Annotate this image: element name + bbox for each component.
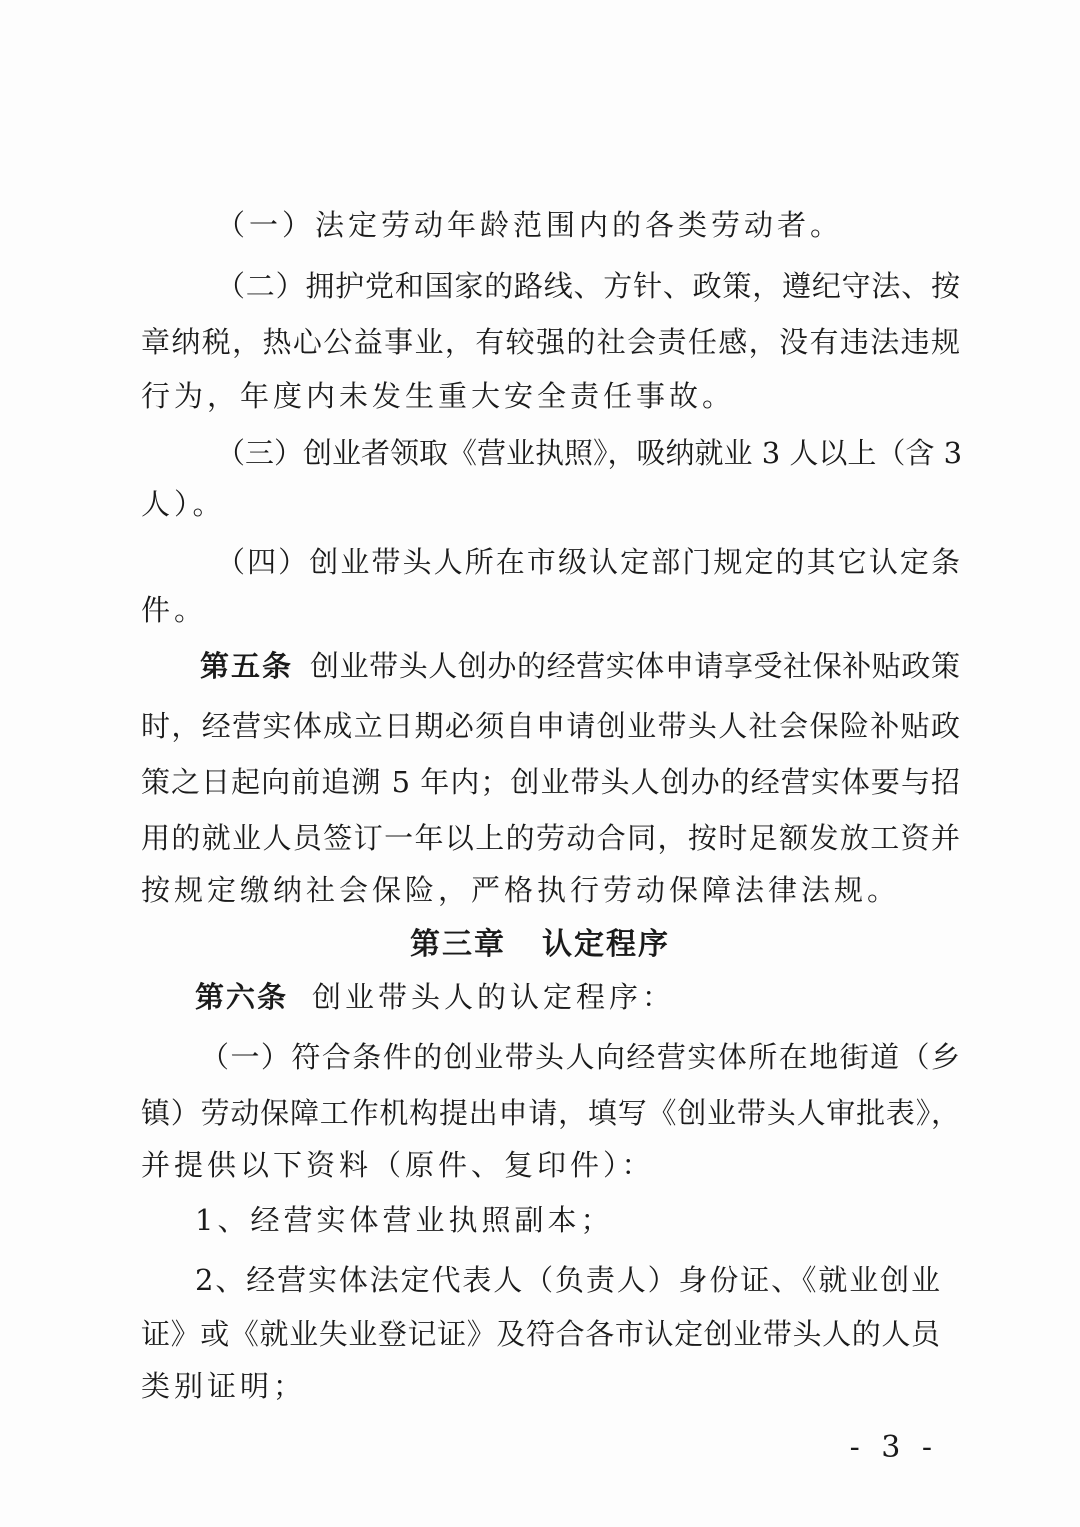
material-2-line-1: 2、经营实体法定代表人（负责人）身份证、《就业创业 <box>195 1263 940 1297</box>
item-2-line-3: 行为，年度内未发生重大安全责任事故。 <box>141 379 736 413</box>
article-5-line-4: 用的就业人员签订一年以上的劳动合同，按时足额发放工资并 <box>141 821 960 855</box>
item-3-line-2: 人）。 <box>141 487 226 521</box>
article-6-p1-line-3: 并提供以下资料（原件、复印件）： <box>141 1148 655 1182</box>
page-number: - 3 - <box>849 1430 938 1465</box>
item-2-line-2: 章纳税，热心公益事业，有较强的社会责任感，没有违法违规 <box>141 325 960 359</box>
article-5-line-1: 创业带头人创办的经营实体申请享受社保补贴政策 <box>310 649 960 683</box>
material-1: 1、经营实体营业执照副本； <box>195 1203 614 1237</box>
chapter-number: 第三章 <box>410 927 506 962</box>
item-1: （一）法定劳动年龄范围内的各类劳动者。 <box>216 208 844 242</box>
article-5-line-5: 按规定缴纳社会保险，严格执行劳动保障法律法规。 <box>141 873 901 907</box>
article-6-heading: 第六条 <box>195 980 289 1014</box>
chapter-heading <box>0 925 1080 965</box>
item-2-line-1: （二）拥护党和国家的路线、方针、政策，遵纪守法、按 <box>216 269 960 303</box>
article-6-p1-line-2: 镇）劳动保障工作机构提出申请，填写《创业带头人审批表》， <box>141 1096 960 1130</box>
item-4-line-2: 件。 <box>141 593 208 627</box>
material-2-line-3: 类别证明； <box>141 1369 307 1403</box>
chapter-title: 认定程序 <box>542 927 670 962</box>
item-4-line-1: （四）创业带头人所在市级认定部门规定的其它认定条 <box>216 545 960 579</box>
article-5-line-2: 时，经营实体成立日期必须自申请创业带头人社会保险补贴政 <box>141 709 960 743</box>
item-3-line-1: （三）创业者领取《营业执照》，吸纳就业 3 人以上（含 3 <box>216 436 963 470</box>
material-2-line-2: 证》或《就业失业登记证》及符合各市认定创业带头人的人员 <box>141 1317 940 1351</box>
article-6-p1-line-1: （一）符合条件的创业带头人向经营实体所在地街道（乡 <box>200 1040 960 1074</box>
article-5-heading: 第五条 <box>200 649 294 683</box>
article-6-intro: 创业带头人的认定程序： <box>312 980 676 1014</box>
article-5-line-3: 策之日起向前追溯 5 年内；创业带头人创办的经营实体要与招 <box>141 765 960 799</box>
